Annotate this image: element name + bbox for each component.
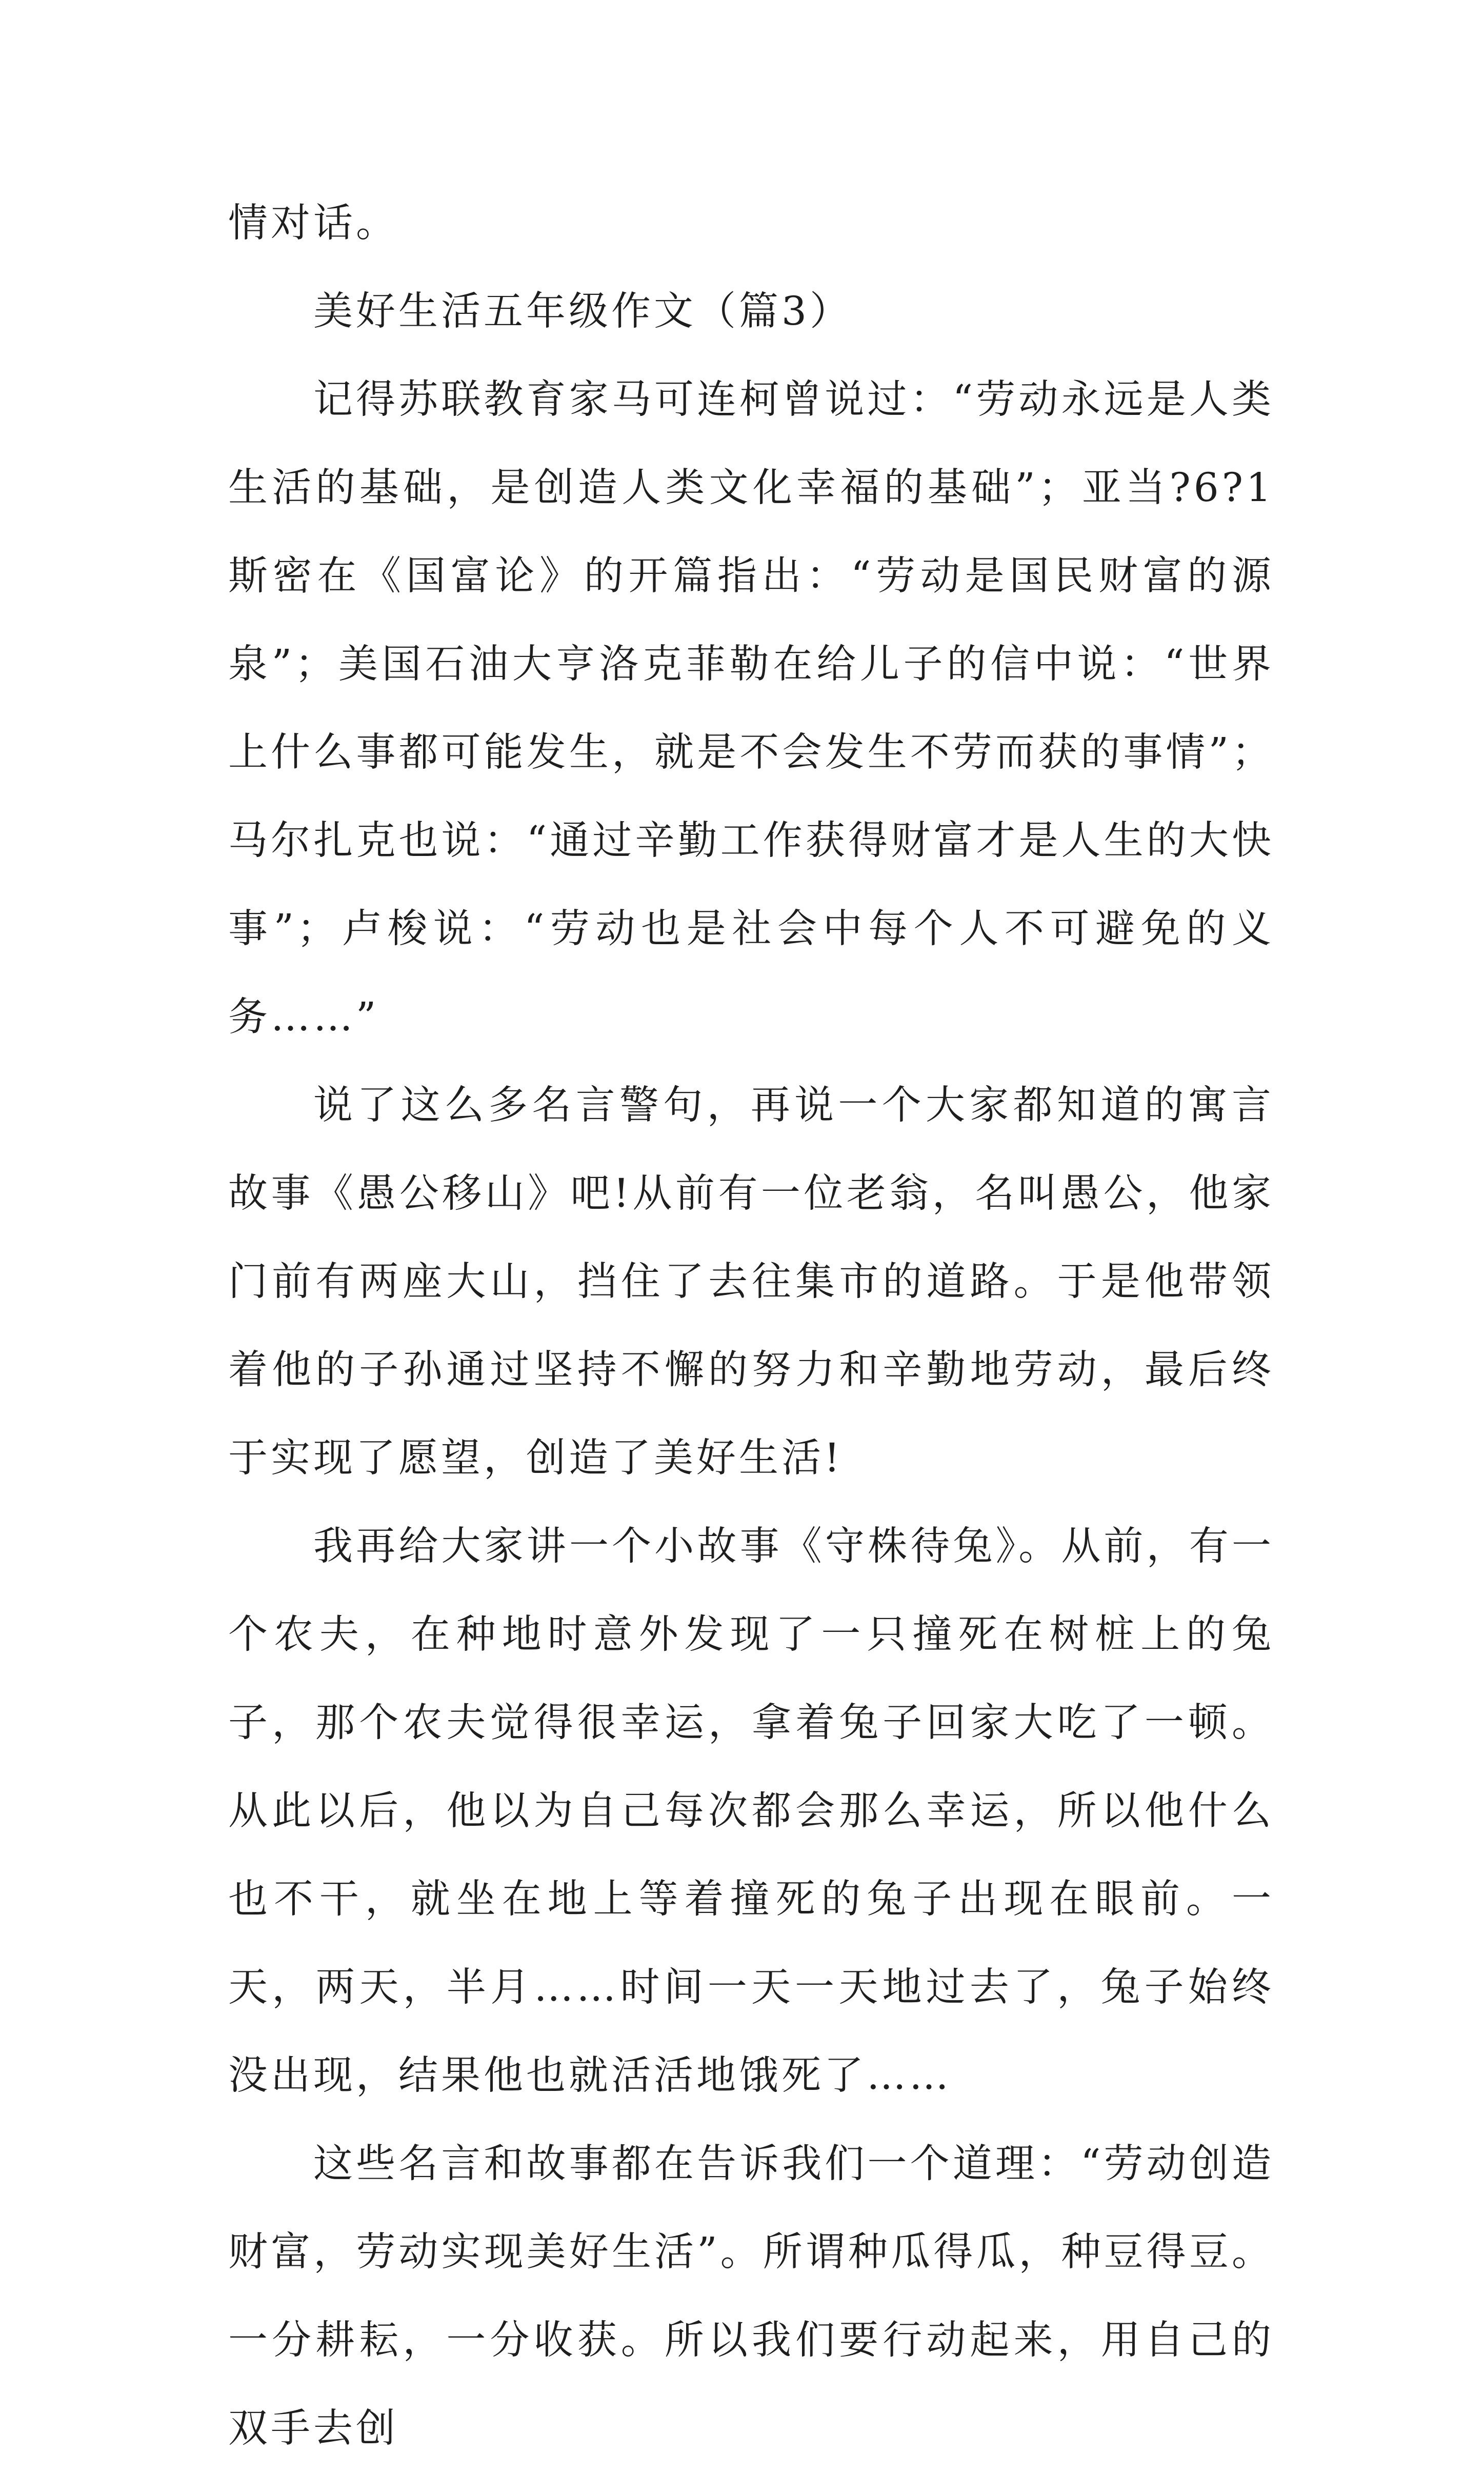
essay-heading: 美好生活五年级作文（篇3） — [313, 289, 852, 334]
paragraph-rabbit-story: 我再给大家讲一个小故事《守株待兔》。从前，有一个农夫，在种地时意外发现了一只撞死在树桩上的兔子，那个农夫觉得很幸运，拿着兔子回家大吃了一顿。从此以后，他以为自己每次都会那么幸运，所以他什么也不干，就坐在地上等着撞死的兔子出现在眼前。一天，两天，半月……时间一天一天地过去了，兔子始终没出现，结果他也就活活地饿死了…… — [228, 1524, 1274, 2099]
paragraph-quotes: 记得苏联教育家马可连柯曾说过：“劳动永远是人类生活的基础，是创造人类文化幸福的基础”；亚当?6?1斯密在《国富论》的开篇指出：“劳动是国民财富的源泉”；美国石油大亨洛克菲勒在给儿子的信中说：“世界上什么事都可能发生，就是不会发生不劳而获的事情”；马尔扎克也说：“通过辛勤工作获得财富才是人生的大快事”；卢梭说：“劳动也是社会中每个人不可避免的义务……” — [228, 377, 1274, 1040]
paragraph-conclusion: 这些名言和故事都在告诉我们一个道理：“劳动创造财富，劳动实现美好生活”。所谓种瓜得瓜，种豆得豆。一分耕耘，一分收获。所以我们要行动起来，用自己的双手去创 — [228, 2141, 1274, 2451]
paragraph-continuation: 情对话。 — [228, 201, 398, 246]
paragraph-yugong-story: 说了这么多名言警句，再说一个大家都知道的寓言故事《愚公移山》吧!从前有一位老翁，名叫愚公，他家门前有两座大山，挡住了去往集市的道路。于是他带领着他的子孙通过坚持不懈的努力和辛勤地劳动，最后终于实现了愿望，创造了美好生活! — [228, 1083, 1274, 1481]
document-body — [228, 180, 1274, 2473]
